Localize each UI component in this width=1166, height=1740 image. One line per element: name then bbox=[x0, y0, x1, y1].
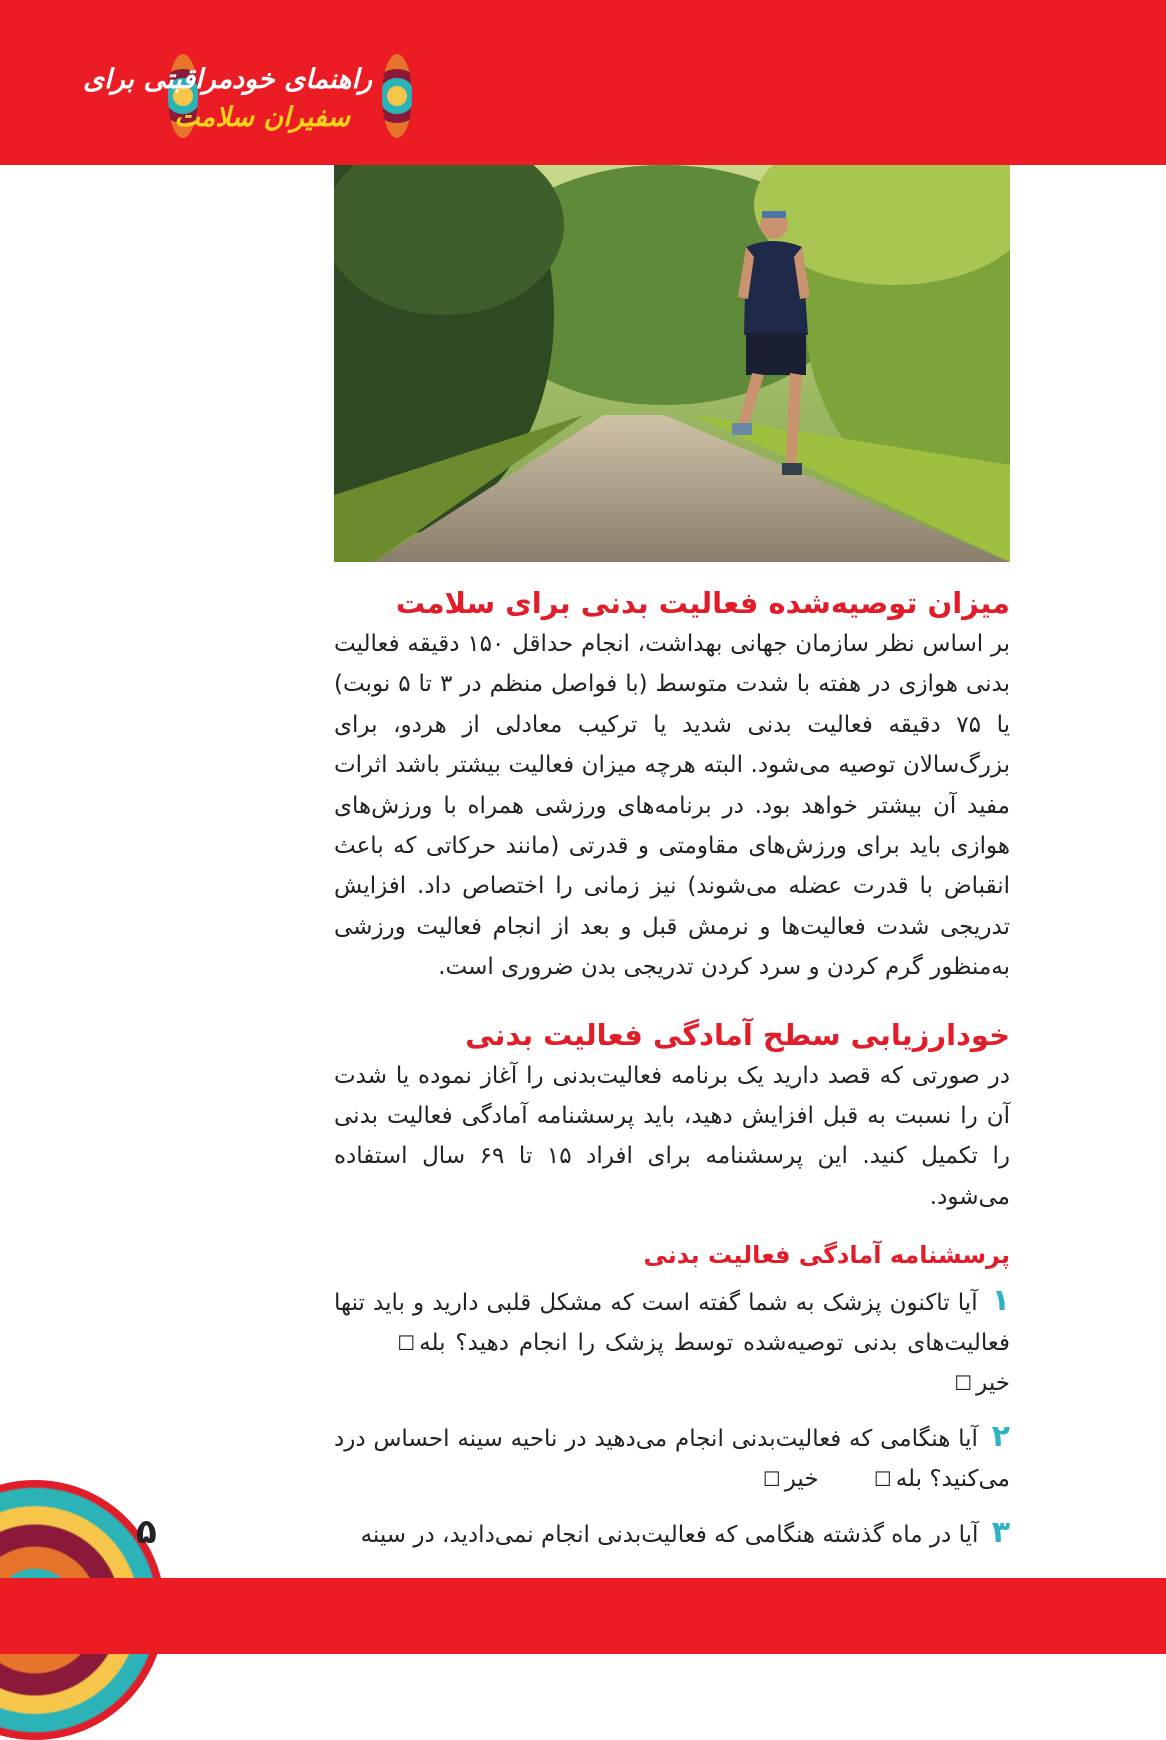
section-title-recommended-activity: میزان توصیه‌شده فعالیت بدنی برای سلامت bbox=[395, 586, 1010, 620]
section-body-self-assessment: در صورتی که قصد دارید یک برنامه فعالیت‌بدنی را آغاز نموده یا شدت آن را نسبت به قبل افزایش دهید، باید پرسشنامه آمادگی فعالیت بدنی را تکمیل کنید. این پرسشنامه برای افراد ۱۵ تا ۶۹ سال استفاده می‌شود. bbox=[334, 1062, 1010, 1210]
no-option[interactable]: خیر☐ bbox=[954, 1370, 1010, 1397]
question-2 bbox=[334, 1417, 1010, 1499]
logo-title-line2: سفیران سلامت bbox=[174, 102, 350, 133]
section-title-self-assessment: خودارزیابی سطح آمادگی فعالیت بدنی bbox=[465, 1017, 1010, 1052]
runner-photo bbox=[334, 165, 1010, 562]
question-number: ۳ bbox=[991, 1515, 1010, 1551]
section-body-recommended-activity: بر اساس نظر سازمان جهانی بهداشت، انجام حداقل ۱۵۰ دقیقه فعالیت بدنی هوازی در هفته با شدت متوسط (با فواصل منظم در ۳ تا ۵ نوبت) یا ۷۵ دقیقه فعالیت بدنی شدید یا ترکیب معادلی از هردو، برای بزرگ‌سالان توصیه می‌شود. البته هرچه میزان فعالیت بیشتر باشد اثرات مفید آن بیشتر خواهد بود. در برنامه‌های ورزشی همراه با ورزش‌های هوازی باید برای ورزش‌های مقاومتی و قدرتی (مانند حرکاتی که باعث انقباض با قدرت عضله می‌شوند) نیز زمانی را اختصاص داد. افزایش تدریجی شدت فعالیت‌ها و نرمش قبل و بعد از انجام فعالیت ورزشی به‌منظور گرم کردن و سرد کردن تدریجی بدن ضروری است. bbox=[334, 631, 1011, 981]
no-option[interactable]: خیر☐ bbox=[762, 1466, 819, 1493]
yes-option[interactable]: بله☐ bbox=[397, 1330, 446, 1357]
mandala-ornament-icon bbox=[382, 54, 412, 138]
page-content bbox=[334, 582, 1010, 1569]
question-number: ۲ bbox=[991, 1419, 1010, 1455]
question-3 bbox=[334, 1513, 1010, 1555]
booklet-logo bbox=[83, 50, 412, 146]
question-1 bbox=[334, 1281, 1010, 1403]
question-text: آیا تاکنون پزشک به شما گفته است که مشکل قلبی دارید و باید تنها فعالیت‌های بدنی توصیه‌شده توسط پزشک را انجام دهید؟ bbox=[334, 1290, 1011, 1357]
page-number: ۵ bbox=[136, 1512, 157, 1552]
question-text: آیا هنگامی که فعالیت‌بدنی انجام می‌دهید در ناحیه سینه احساس درد می‌کنید؟ bbox=[334, 1426, 1010, 1493]
yes-option[interactable]: بله☐ bbox=[873, 1466, 923, 1493]
questionnaire-title: پرسشنامه آمادگی فعالیت بدنی bbox=[643, 1241, 1010, 1270]
yes-checkbox[interactable]: ☐ bbox=[397, 1331, 416, 1356]
logo-title-line1: راهنمای خودمراقبتی برای bbox=[83, 64, 372, 95]
footer-band bbox=[0, 1578, 1166, 1654]
question-number: ۱ bbox=[991, 1283, 1011, 1319]
no-checkbox[interactable]: ☐ bbox=[954, 1371, 973, 1396]
yes-checkbox[interactable]: ☐ bbox=[873, 1467, 892, 1492]
question-text: آیا در ماه گذشته هنگامی که فعالیت‌بدنی انجام نمی‌دادید، در سینه bbox=[360, 1522, 979, 1549]
no-checkbox[interactable]: ☐ bbox=[762, 1467, 781, 1492]
